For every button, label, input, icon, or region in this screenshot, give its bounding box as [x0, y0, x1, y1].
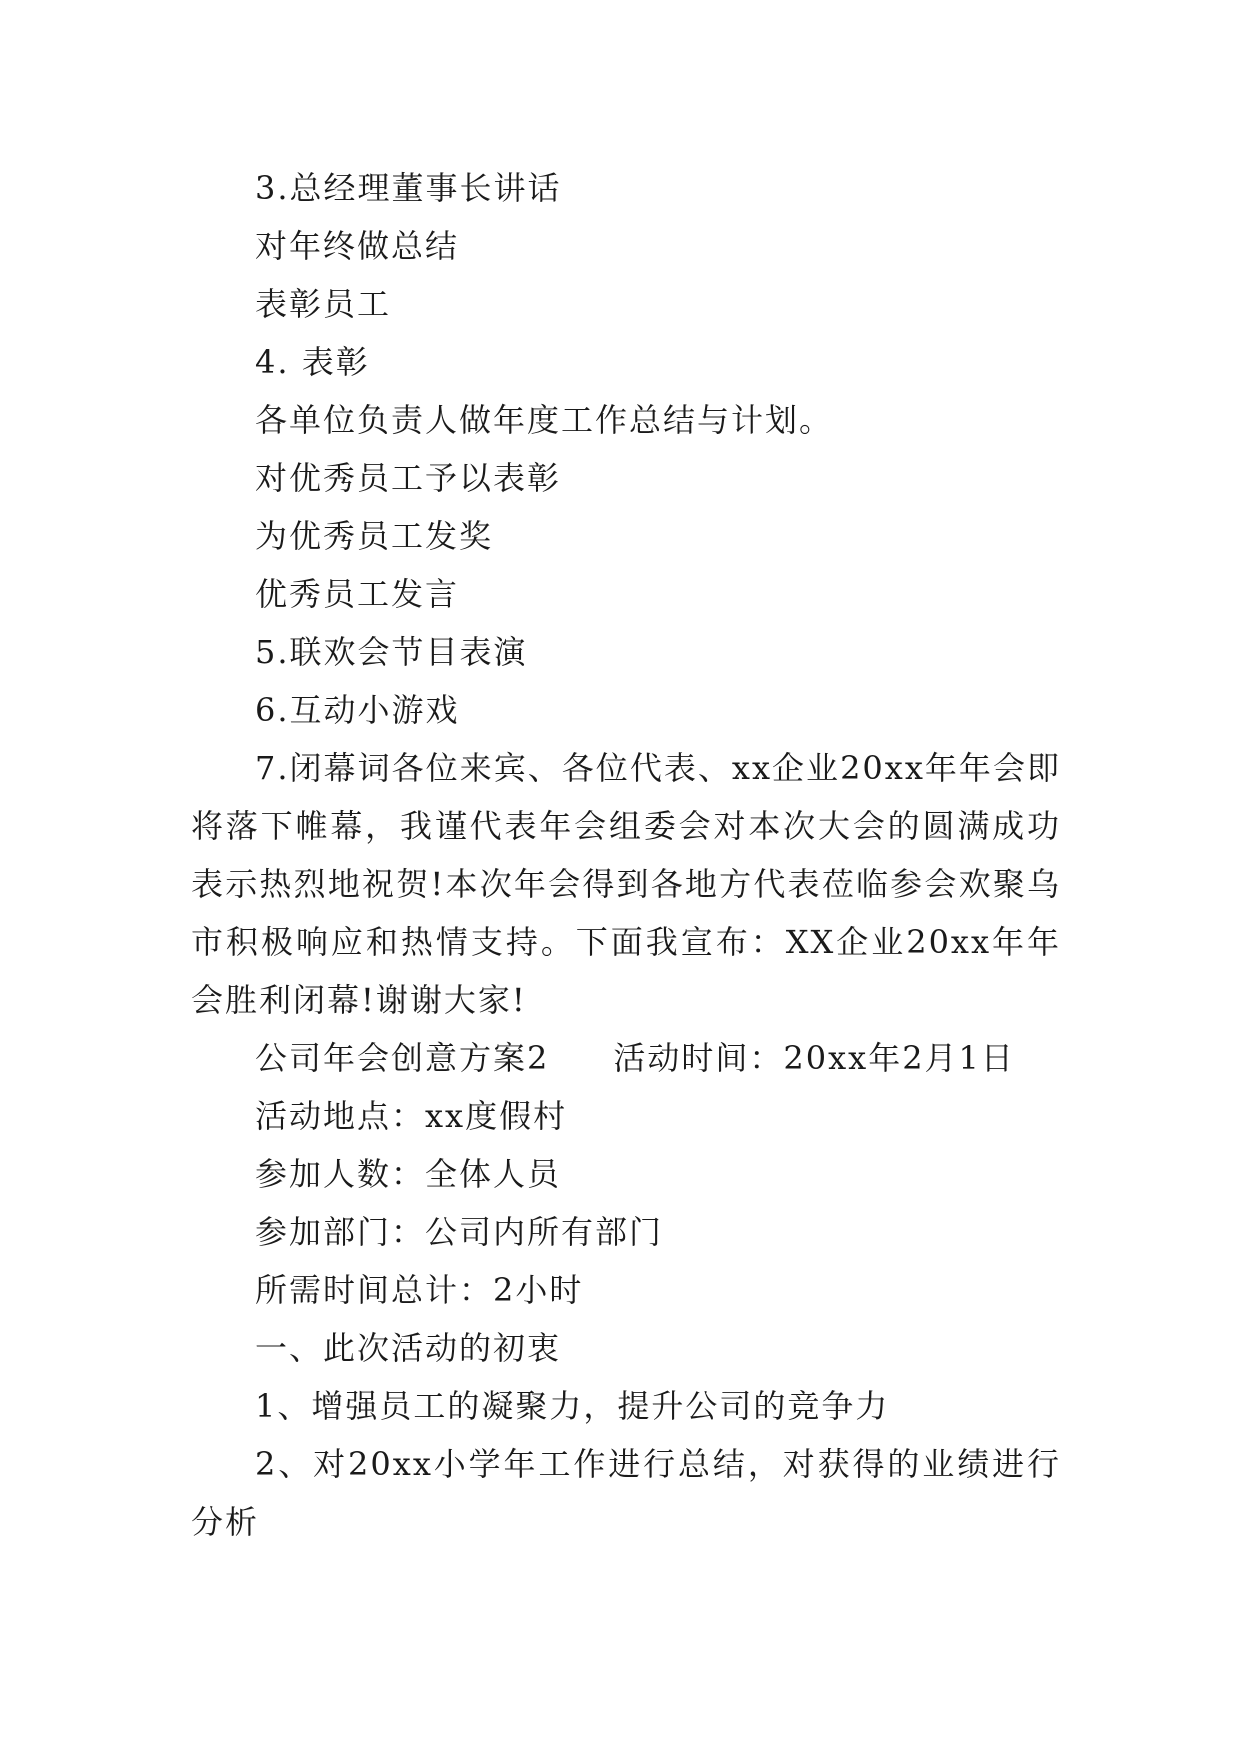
last-paragraph: 2、对20xx小学年工作进行总结，对获得的业绩进行分析 [191, 1445, 1061, 1541]
detail-line: 参加人数：全体人员 [255, 1155, 562, 1193]
text-line: 优秀员工发言 [255, 575, 460, 613]
text-line: 对年终做总结 [255, 227, 460, 265]
text-line: 各单位负责人做年度工作总结与计划。 [255, 401, 834, 439]
text-line: 3.总经理董事长讲话 [255, 169, 562, 207]
text-line: 6.互动小游戏 [255, 691, 460, 729]
section-heading: 一、此次活动的初衷 [255, 1329, 562, 1367]
plan2-heading-line [191, 1029, 1061, 1087]
closing-paragraph: 7.闭幕词各位来宾、各位代表、xx企业20xx年年会即将落下帷幕，我谨代表年会组委会对本次大会的圆满成功表示热烈地祝贺!本次年会得到各地方代表莅临参会欢聚乌市积极响应和热情支持。下面我宣布：XX企业20xx年年会胜利闭幕!谢谢大家! [191, 749, 1061, 1019]
text-line: 为优秀员工发奖 [255, 517, 494, 555]
text-line: 表彰员工 [255, 285, 392, 323]
detail-line: 1、增强员工的凝聚力，提升公司的竞争力 [255, 1387, 890, 1425]
detail-line: 所需时间总计：2小时 [255, 1271, 584, 1309]
text-line: 对优秀员工予以表彰 [255, 459, 562, 497]
plan2-title: 公司年会创意方案2 [255, 1039, 550, 1077]
detail-line: 活动地点：xx度假村 [255, 1097, 568, 1135]
text-line: 4. 表彰 [255, 343, 370, 381]
plan2-time: 活动时间：20xx年2月1日 [613, 1039, 1015, 1077]
detail-line: 参加部门：公司内所有部门 [255, 1213, 664, 1251]
text-line: 5.联欢会节目表演 [255, 633, 528, 671]
document-body [191, 159, 1061, 1551]
